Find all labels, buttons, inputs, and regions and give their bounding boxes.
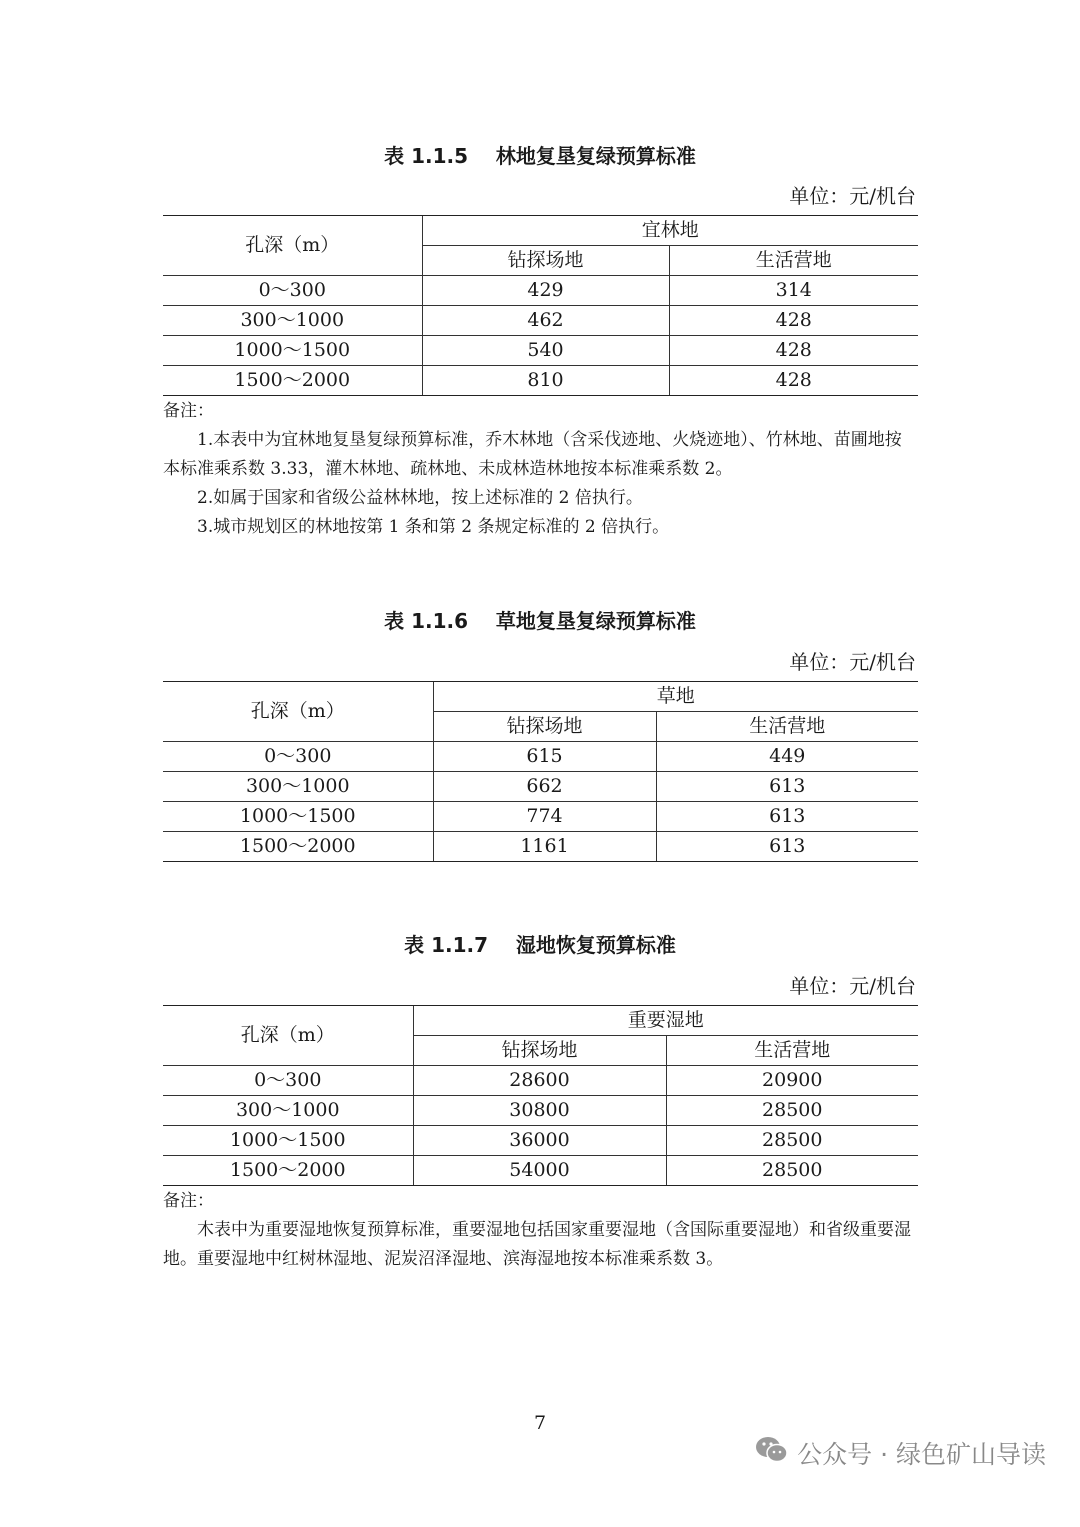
table-row — [163, 1066, 918, 1096]
value-cell: 28600 — [413, 1066, 666, 1096]
group-header: 重要湿地 — [413, 1006, 918, 1036]
watermark-text: 公众号 · 绿色矿山导读 — [797, 1440, 1046, 1469]
wechat-icon — [755, 1435, 797, 1471]
unit-label: 单位：元/机台 — [789, 974, 916, 998]
table-notes — [163, 1187, 918, 1274]
table-row — [163, 276, 918, 306]
group-header: 草地 — [433, 682, 918, 712]
page-number: 7 — [533, 1412, 547, 1434]
table-row — [163, 742, 918, 772]
depth-cell: 1500～2000 — [163, 366, 422, 396]
data-table — [163, 681, 918, 862]
note-item: 3.城市规划区的林地按第 1 条和第 2 条规定标准的 2 倍执行。 — [197, 517, 670, 537]
table-row — [163, 366, 918, 396]
value-cell: 28500 — [666, 1126, 918, 1156]
value-cell: 428 — [669, 336, 918, 366]
depth-cell: 300～1000 — [163, 306, 422, 336]
col-header: 钻探场地 — [422, 246, 669, 276]
value-cell: 615 — [433, 742, 656, 772]
depth-cell: 1500～2000 — [163, 832, 433, 862]
value-cell: 429 — [422, 276, 669, 306]
col-header: 钻探场地 — [433, 712, 656, 742]
value-cell: 1161 — [433, 832, 656, 862]
data-table — [163, 1005, 918, 1186]
table-row — [163, 1126, 918, 1156]
col-header: 生活营地 — [666, 1036, 918, 1066]
notes-label: 备注： — [163, 1191, 214, 1211]
depth-cell: 0～300 — [163, 742, 433, 772]
depth-cell: 300～1000 — [163, 1096, 413, 1126]
value-cell: 36000 — [413, 1126, 666, 1156]
value-cell: 28500 — [666, 1096, 918, 1126]
value-cell: 20900 — [666, 1066, 918, 1096]
value-cell: 449 — [656, 742, 918, 772]
value-cell: 30800 — [413, 1096, 666, 1126]
table-row — [163, 1156, 918, 1186]
data-table — [163, 215, 918, 396]
table-row — [163, 802, 918, 832]
table-row — [163, 1096, 918, 1126]
table-caption: 表 1.1.6 草地复垦复绿预算标准 — [384, 609, 696, 633]
depth-cell: 1500～2000 — [163, 1156, 413, 1186]
value-cell: 540 — [422, 336, 669, 366]
table-notes — [163, 397, 918, 542]
col-header: 钻探场地 — [413, 1036, 666, 1066]
value-cell: 810 — [422, 366, 669, 396]
value-cell: 314 — [669, 276, 918, 306]
depth-cell: 1000～1500 — [163, 1126, 413, 1156]
table-caption: 表 1.1.5 林地复垦复绿预算标准 — [384, 144, 696, 168]
row-header: 孔深（m） — [163, 216, 422, 276]
col-header: 生活营地 — [656, 712, 918, 742]
value-cell: 54000 — [413, 1156, 666, 1186]
col-header: 生活营地 — [669, 246, 918, 276]
depth-cell: 0～300 — [163, 276, 422, 306]
value-cell: 428 — [669, 366, 918, 396]
value-cell: 428 — [669, 306, 918, 336]
depth-cell: 1000～1500 — [163, 336, 422, 366]
table-row — [163, 832, 918, 862]
unit-label: 单位：元/机台 — [789, 650, 916, 674]
table-row — [163, 306, 918, 336]
table-row — [163, 336, 918, 366]
row-header: 孔深（m） — [163, 682, 433, 742]
depth-cell: 300～1000 — [163, 772, 433, 802]
value-cell: 662 — [433, 772, 656, 802]
unit-label: 单位：元/机台 — [789, 184, 916, 208]
table-row — [163, 772, 918, 802]
depth-cell: 0～300 — [163, 1066, 413, 1096]
note-item: 2.如属于国家和省级公益林林地，按上述标准的 2 倍执行。 — [197, 488, 643, 508]
value-cell: 613 — [656, 832, 918, 862]
value-cell: 774 — [433, 802, 656, 832]
value-cell: 613 — [656, 802, 918, 832]
table-caption: 表 1.1.7 湿地恢复预算标准 — [404, 933, 676, 957]
note-item: 1.本表中为宜林地复垦复绿预算标准，乔木林地（含采伐迹地、火烧迹地）、竹林地、苗圃地按本标准乘系数 3.33，灌木林地、疏林地、未成林造林地按本标准乘系数 2。 — [163, 430, 902, 479]
notes-label: 备注： — [163, 401, 214, 421]
value-cell: 613 — [656, 772, 918, 802]
note-item: 木表中为重要湿地恢复预算标准，重要湿地包括国家重要湿地（含国际重要湿地）和省级重要湿地。重要湿地中红树林湿地、泥炭沼泽湿地、滨海湿地按本标准乘系数 3。 — [163, 1220, 911, 1269]
group-header: 宜林地 — [422, 216, 918, 246]
watermark — [755, 1436, 1046, 1470]
value-cell: 462 — [422, 306, 669, 336]
row-header: 孔深（m） — [163, 1006, 413, 1066]
value-cell: 28500 — [666, 1156, 918, 1186]
depth-cell: 1000～1500 — [163, 802, 433, 832]
